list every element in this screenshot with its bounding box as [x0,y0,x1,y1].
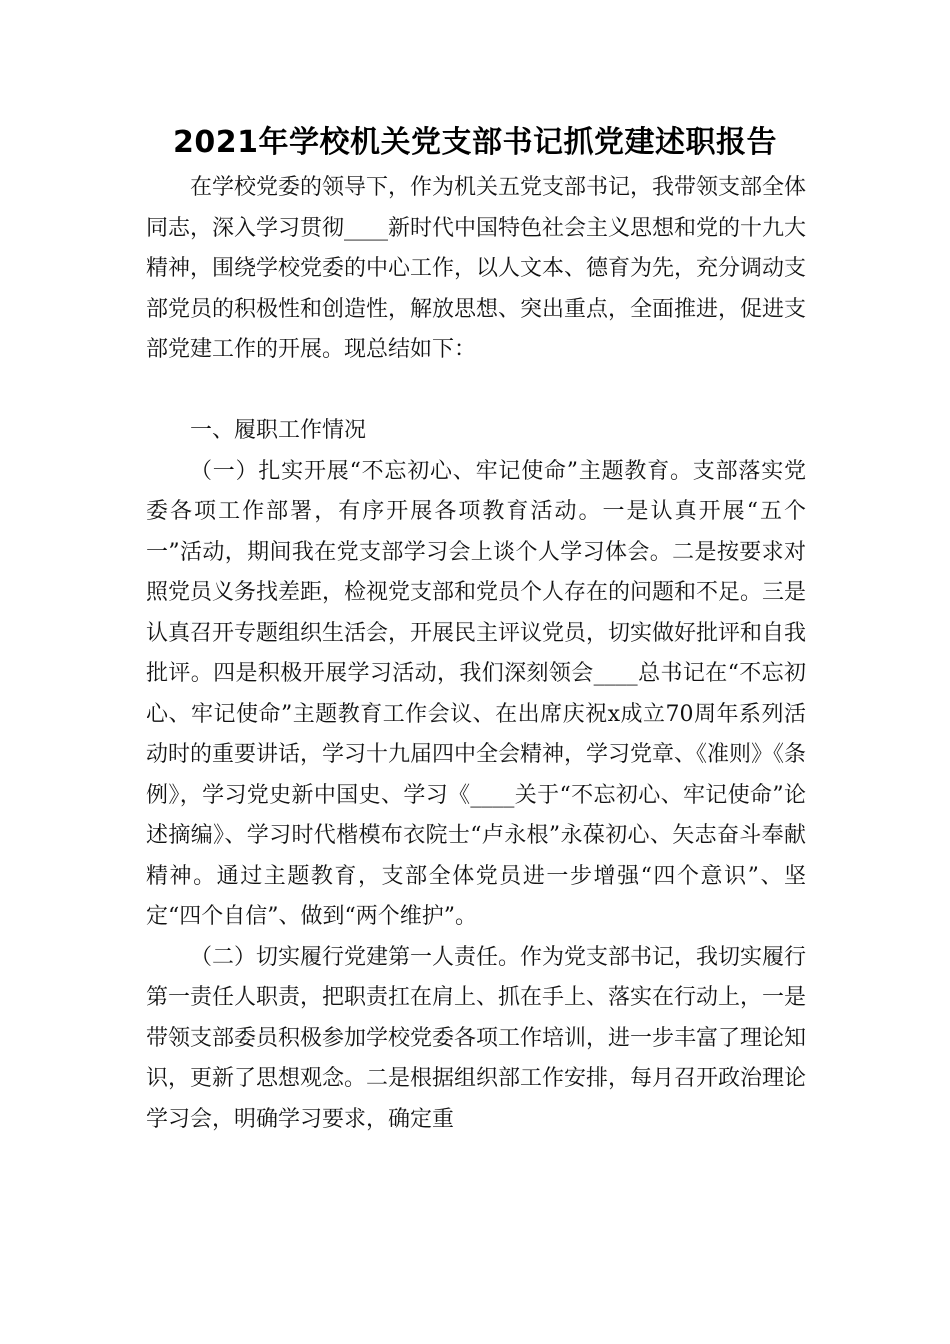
document-body [146,168,806,1140]
paragraph-first-responsibility: （二）切实履行党建第一人责任。作为党支部书记，我切实履行第一责任人职责，把职责扛在肩上、抓在手上、落实在行动上，一是带领支部委员积极参加学校党委各项工作培训，进一步丰富了理论知识，更新了思想观念。二是根据组织部工作安排，每月召开政治理论学习会，明确学习要求，确定重 [146,944,807,1132]
paragraph-theme-education: （一）扎实开展“不忘初心、牢记使命”主题教育。支部落实党委各项工作部署，有序开展各项教育活动。一是认真开展“五个一”活动，期间我在党支部学习会上谈个人学习体会。二是按要求对照党员义务找差距，检视党支部和党员个人存在的问题和不足。三是认真召开专题组织生活会，开展民主评议党员，切实做好批评和自我批评。四是积极开展学习活动，我们深刻领会____总书记在“不忘初心、牢记使命”主题教育工作会议、在出席庆祝x成立70周年系列活动时的重要讲话，学习十九届四中全会精神，学习党章、《准则》《条例》，学习党史新中国史、学习《____关于“不忘初心、牢记使命”论述摘编》、学习时代楷模布衣院士“卢永根”永葆初心、矢志奋斗奉献精神。通过主题教育，支部全体党员进一步增强“四个意识”、坚定“四个自信”、做到“两个维护”。 [146,458,807,929]
paragraph-intro: 在学校党委的领导下，作为机关五党支部书记，我带领支部全体同志，深入学习贯彻____新时代中国特色社会主义思想和党的十九大精神，围绕学校党委的中心工作，以人文本、德育为先，充分调动支部党员的积极性和创造性，解放思想、突出重点，全面推进，促进支部党建工作的开展。现总结如下： [146,175,807,362]
section-heading: 一、履职工作情况 [190,418,367,443]
document-title: 2021年学校机关党支部书记抓党建述职报告 [173,125,777,160]
